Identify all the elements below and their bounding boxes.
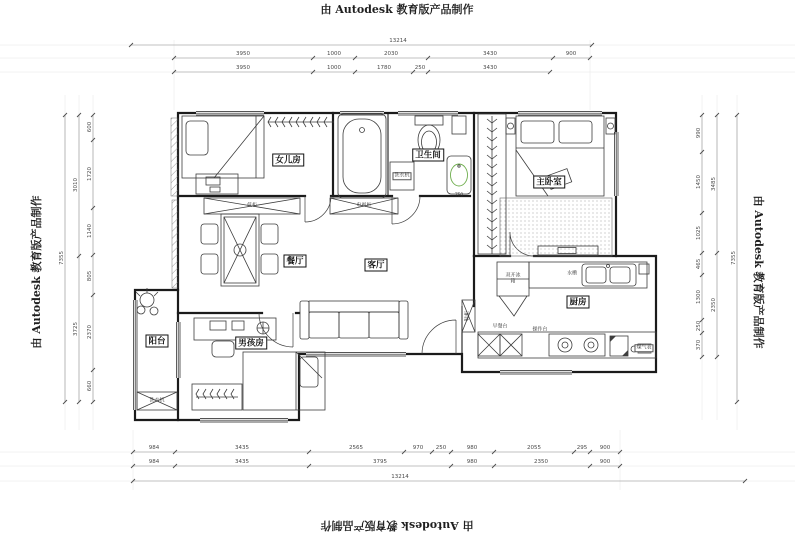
dim-label: 600 xyxy=(87,121,93,133)
gas-meter-label: 煤气表 xyxy=(636,344,652,351)
room-label-dining-room: 餐厅 xyxy=(283,255,306,268)
dim-label: 805 xyxy=(87,270,93,282)
dim-label: 1000 xyxy=(327,65,341,71)
dim-label: 250 xyxy=(435,445,447,451)
dimension-lines xyxy=(63,43,747,483)
dim-label: 465 xyxy=(696,258,702,270)
room-label-living-room: 客厅 xyxy=(364,259,387,272)
stove xyxy=(549,334,605,356)
dim-label: 1720 xyxy=(87,167,93,181)
dim-label: 980 xyxy=(466,459,478,465)
room-label-kitchen: 厨房 xyxy=(566,296,589,309)
room-label-master-bedroom: 主卧室 xyxy=(533,176,565,189)
dim-label: 3435 xyxy=(235,459,249,465)
room-label-bathroom: 卫生间 xyxy=(412,149,444,162)
watermark-left: 由 Autodesk 教育版产品制作 xyxy=(30,195,43,349)
washing-machine-label: 洗衣机 xyxy=(394,172,410,179)
dim-label: 990 xyxy=(696,127,702,139)
dim-label: 370 xyxy=(696,339,702,351)
room-label-balcony: 阳台 xyxy=(145,335,168,348)
dim-label: 7355 xyxy=(731,251,737,265)
room-label-girls-room: 女儿房 xyxy=(272,154,304,167)
fridge xyxy=(497,262,529,316)
watermark-bottom: 由 Autodesk 教育版产品制作 xyxy=(320,519,474,532)
girls-desk xyxy=(196,174,238,194)
dim-label: 2055 xyxy=(527,445,541,451)
dim-label: 1300 xyxy=(696,290,702,304)
sink-width-dim: 750 xyxy=(454,192,464,199)
kitchen-bottom-counter xyxy=(478,332,656,358)
plant xyxy=(136,288,158,315)
dim-label: 295 xyxy=(576,445,588,451)
dim-label: 7355 xyxy=(59,251,65,265)
dim-label: 980 xyxy=(466,445,478,451)
girls-bed xyxy=(182,116,264,178)
room-label-boys-room: 男孩房 xyxy=(235,337,267,350)
dim-label: 900 xyxy=(565,51,577,57)
extension-lines xyxy=(0,40,795,490)
dim-label: 2565 xyxy=(349,445,363,451)
dim-label: 3430 xyxy=(483,51,497,57)
dim-label: 13214 xyxy=(389,38,407,44)
bathroom-shelf xyxy=(452,116,466,134)
dim-label: 3435 xyxy=(235,445,249,451)
dining-table xyxy=(221,214,259,286)
low-cabinet-label: 低柜 xyxy=(246,202,258,209)
dim-label: 250 xyxy=(414,65,426,71)
sofa xyxy=(300,301,408,339)
shoe-cabinet-label: 鞋柜 xyxy=(464,310,471,322)
bathroom-sink xyxy=(447,156,471,194)
dim-label: 984 xyxy=(148,459,160,465)
dim-label: 970 xyxy=(412,445,424,451)
dim-label: 1140 xyxy=(87,224,93,238)
watermark-right: 由 Autodesk 教育版产品制作 xyxy=(752,195,765,349)
boys-bed xyxy=(243,352,325,410)
dim-label: 900 xyxy=(599,459,611,465)
dim-label: 1000 xyxy=(327,51,341,57)
dim-label: 1450 xyxy=(696,175,702,189)
wall-hatch xyxy=(172,200,178,288)
dim-label: 2370 xyxy=(87,325,93,339)
flue xyxy=(610,336,628,356)
dim-label: 2350 xyxy=(711,298,717,312)
dim-label: 13214 xyxy=(391,474,409,480)
kitchen-top-counter xyxy=(529,262,649,288)
sink-label: 水槽 xyxy=(566,270,578,277)
boys-wardrobe xyxy=(192,384,242,410)
dim-label: 900 xyxy=(599,445,611,451)
dim-label: 2030 xyxy=(384,51,398,57)
dim-label: 3950 xyxy=(236,51,250,57)
dim-label: 984 xyxy=(148,445,160,451)
watermark-top: 由 Autodesk 教育版产品制作 xyxy=(320,3,474,16)
girls-clothes-rack xyxy=(268,117,334,127)
dim-label: 660 xyxy=(87,380,93,392)
dim-label: 3795 xyxy=(373,459,387,465)
tv-cabinet-label: 电视柜 xyxy=(356,202,372,209)
dim-label: 3950 xyxy=(236,65,250,71)
dim-label: 1780 xyxy=(377,65,391,71)
bathtub xyxy=(338,114,386,198)
counter-label: 操作台 xyxy=(532,326,548,333)
balcony-washer-label: 洗衣机 xyxy=(149,397,165,404)
dim-label: 1025 xyxy=(696,226,702,240)
breakfast-bar-label: 早餐台 xyxy=(492,323,508,330)
dim-label: 3725 xyxy=(73,322,79,336)
dim-label: 3485 xyxy=(711,177,717,191)
dim-label: 3430 xyxy=(483,65,497,71)
fridge-label: 双开冰箱 xyxy=(505,272,521,284)
wall-hatch xyxy=(171,118,178,196)
dim-label: 2350 xyxy=(534,459,548,465)
master-rug xyxy=(500,198,612,256)
dim-label: 3010 xyxy=(73,178,79,192)
dim-label: 250 xyxy=(696,320,702,332)
